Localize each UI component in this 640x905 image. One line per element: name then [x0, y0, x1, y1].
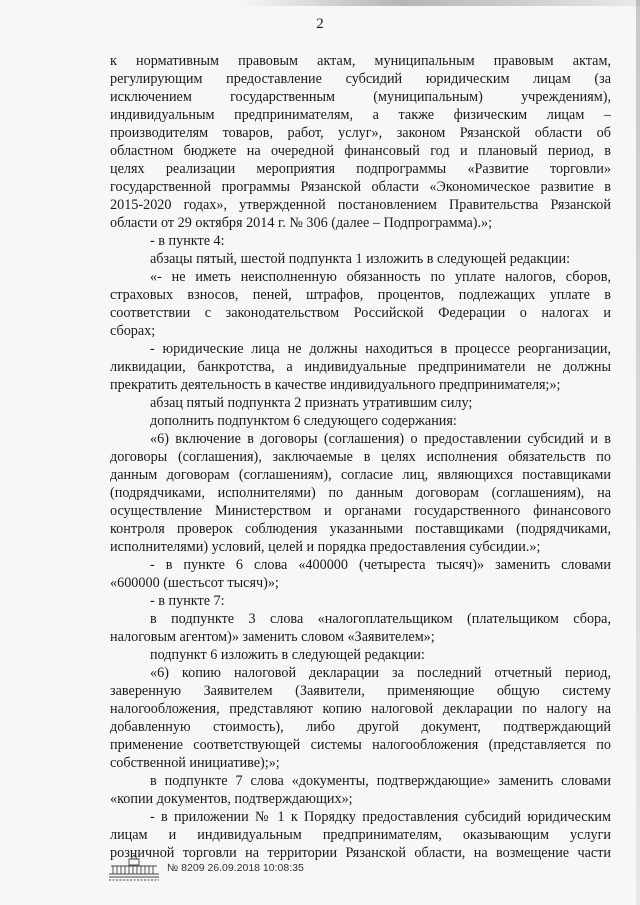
text-line: страховых взносов, пеней, штрафов, процентов, подлежащих уплате в	[110, 287, 611, 303]
text-line: применение соответствующей системы налогообложения (представляется по	[110, 737, 611, 753]
text-line: налогообложения, представляют копию налоговой декларации по налогу на	[110, 701, 611, 717]
page-number: 2	[316, 16, 324, 32]
text-line: налоговым агентом)» заменить словом «Заявителем»;	[110, 629, 435, 645]
text-line: - в пункте 4:	[150, 233, 225, 249]
scan-edge-right	[636, 0, 640, 905]
text-line: - в пункте 7:	[150, 593, 225, 609]
text-line: договоры (соглашения), заключаемые в целях исполнения обязательств по	[110, 449, 611, 465]
registration-line: № 8209 26.09.2018 10:08:35	[167, 862, 304, 874]
text-line: области от 29 октября 2014 г. № 306 (далее – Подпрограмма).»;	[110, 215, 493, 231]
text-line: ликвидации, банкротства, а индивидуальные предприниматели не должны	[110, 359, 611, 375]
text-line: целях реализации мероприятия подпрограммы «Развитие торговли»	[110, 161, 611, 177]
text-line: собственной инициативе);»;	[110, 755, 280, 771]
government-building-stamp-icon	[107, 852, 161, 882]
text-line: исполнителями) условий, целей и порядка предоставления субсидии.»;	[110, 539, 541, 555]
text-line: (подрядчиками, исполнителями) по данным договорам (соглашениям), на	[110, 485, 611, 501]
text-line: контроля проверок соблюдения указанными поставщиками (подрядчиками,	[110, 521, 611, 537]
document-footer	[107, 852, 427, 882]
text-line: добавленную стоимость), либо другой документ, подтверждающий	[110, 719, 611, 735]
text-line: заверенную Заявителем (Заявители, применяющие общую систему	[110, 683, 611, 699]
text-line: сборах;	[110, 323, 156, 339]
text-line: индивидуальным предпринимателям, а также физическим лицам –	[110, 107, 611, 123]
text-line: «6) включение в договоры (соглашения) о предоставлении субсидий и в	[150, 431, 611, 447]
text-line: соответствии с законодательством Российской Федерации о налогах и	[110, 305, 611, 321]
text-line: «- не иметь неисполненную обязанность по уплате налогов, сборов,	[150, 269, 611, 285]
scan-edge-top	[240, 0, 640, 6]
text-line: «копии документов, подтверждающих»;	[110, 791, 353, 807]
text-line: розничной торговли на территории Рязанской области, на возмещение части	[110, 845, 611, 861]
text-line: прекратить деятельность в качестве индивидуального предпринимателя;»;	[110, 377, 561, 393]
text-line: в подпункте 3 слова «налогоплательщиком (плательщиком сбора,	[150, 611, 611, 627]
text-line: - в пункте 6 слова «400000 (четыреста тысяч)» заменить словами	[150, 557, 611, 573]
text-line: производителям товаров, работ, услуг», законом Рязанской области об	[110, 125, 611, 141]
text-line: «6) копию налоговой декларации за последний отчетный период,	[150, 665, 611, 681]
text-line: «600000 (шестьсот тысяч)»;	[110, 575, 279, 591]
document-body	[110, 52, 611, 862]
text-line: к нормативным правовым актам, муниципальным правовым актам,	[110, 53, 611, 69]
text-line: областном бюджете на очередной финансовый год и плановый период, в	[110, 143, 611, 159]
text-line: подпункт 6 изложить в следующей редакции:	[150, 647, 425, 663]
text-line: - юридические лица не должны находиться в процессе реорганизации,	[150, 341, 611, 357]
text-line: - в приложении № 1 к Порядку предоставления субсидий юридическим	[150, 809, 611, 825]
text-line: данным договорам (соглашениям), согласие лиц, являющихся поставщиками	[110, 467, 611, 483]
text-line: абзацы пятый, шестой подпункта 1 изложить в следующей редакции:	[150, 251, 571, 267]
text-line: лицам и индивидуальным предпринимателям, оказывающим услуги	[110, 827, 611, 843]
text-line: государственной программы Рязанской области «Экономическое развитие в	[110, 179, 611, 195]
text-line: исключением государственным (муниципальным) учреждениям),	[110, 89, 611, 105]
text-line: 2015-2020 годах», утвержденной постановлением Правительства Рязанской	[110, 197, 611, 213]
text-line: в подпункте 7 слова «документы, подтверждающие» заменить словами	[150, 773, 611, 789]
text-line: регулирующим предоставление субсидий юридическим лицам (за	[110, 71, 611, 87]
text-line: дополнить подпунктом 6 следующего содержания:	[150, 413, 457, 429]
text-line: абзац пятый подпункта 2 признать утратившим силу;	[150, 395, 473, 411]
text-line: осуществление Министерством и органами государственного финансового	[110, 503, 611, 519]
